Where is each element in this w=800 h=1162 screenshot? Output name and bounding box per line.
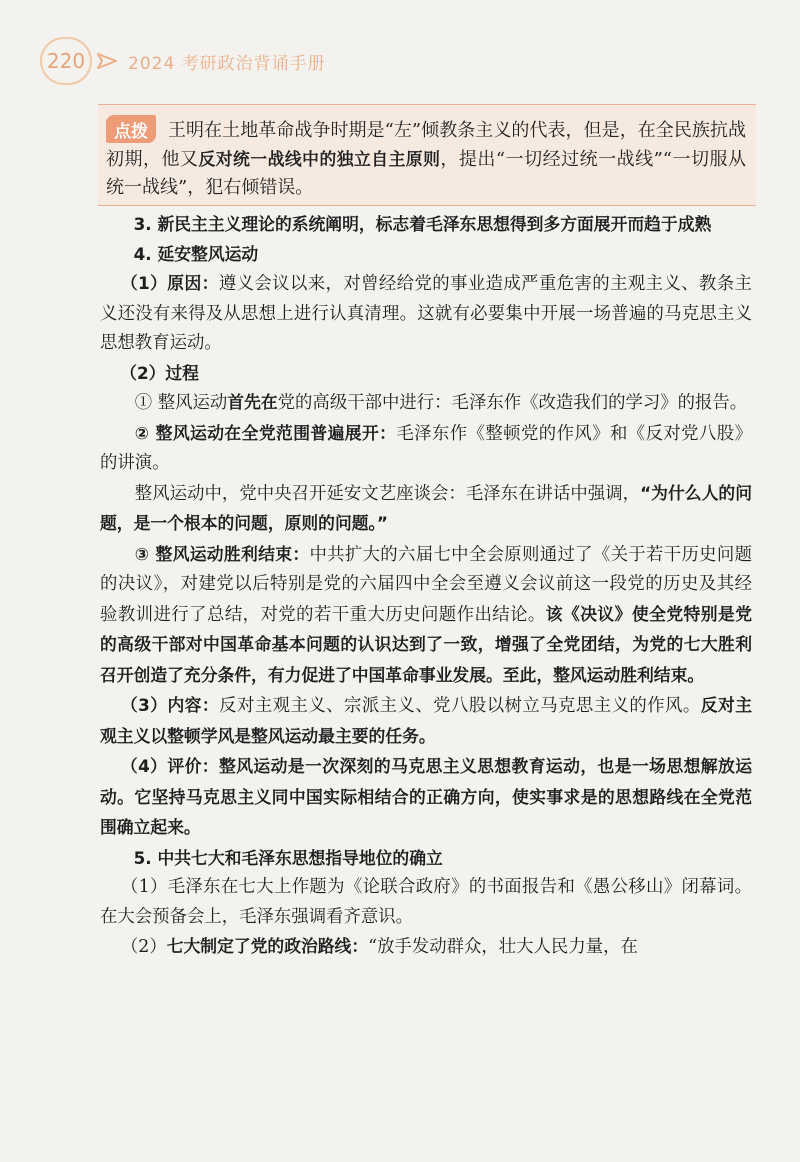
item-3-text: 中共扩大的六届七中全会原则通过了《关于若干历史问题的决议》，对建党以后特别是党的六届四中全会至遵义会议前这一段党的历史及其经验教训进行了总结，对党的若干重大历史问题作出结论。 bbox=[100, 544, 752, 625]
evaluation-bold: 整风运动是一次深刻的马克思主义思想教育运动，也是一场思想解放运动。它坚持马克思主义同中国实际相结合的正确方向，使实事求是的思想路线在全党范围确立起来。 bbox=[100, 756, 752, 837]
paragraph-7th-congress-1: （1）毛泽东在七大上作题为《论联合政府》的书面报告和《愚公移山》闭幕词。在大会预备会上，毛泽东强调看齐意识。 bbox=[100, 877, 752, 927]
item-1-text: 党的高级干部中进行：毛泽东作《改造我们的学习》的报告。 bbox=[277, 393, 748, 413]
q2-bold: 七大制定了党的政治路线： bbox=[166, 936, 369, 956]
item-2b-text: 整风运动中，党中央召开延安文艺座谈会：毛泽东在讲话中强调， bbox=[134, 483, 641, 504]
tip-text-1: 王明在土地革命战争时期是“左”倾教条主义的代表，但是，在全民族抗战初期，他又 bbox=[106, 120, 746, 170]
reason-label: （1）原因： bbox=[120, 273, 219, 293]
section-4-heading: 4. 延安整风运动 bbox=[133, 243, 259, 264]
content-text: 反对主观主义、宗派主义、党八股以树立马克思主义的作风。 bbox=[219, 696, 701, 716]
tip-badge: 点拨 bbox=[106, 115, 156, 143]
reason-text: 遵义会议以来，对曾经给党的事业造成严重危害的主观主义、教条主义还没有来得及从思想上进行认真清理。这就有必要集中开展一场普遍的马克思主义思想教育运动。 bbox=[100, 274, 752, 353]
evaluation-label: （4）评价： bbox=[120, 756, 220, 776]
tip-text-bold: 反对统一战线中的独立自主原则 bbox=[198, 149, 441, 169]
paragraph-reason bbox=[100, 269, 752, 359]
item-3-bold-2: 该《决议》使全党特别是党的高级干部对中国革命基本问题的认识达到了一致，增强了全党团结，为党的七大胜利召开创造了充分条件，有力促进了中国革命事业发展。至此，整风运动胜利结束。 bbox=[100, 603, 752, 685]
main-content bbox=[100, 210, 752, 963]
item-2-text: 毛泽东作《整顿党的作风》和《反对党八股》的讲演。 bbox=[100, 423, 752, 473]
item-1-num: ① 整风运动 bbox=[134, 393, 228, 413]
book-title: 2024 考研政治背诵手册 bbox=[128, 53, 326, 74]
tip-text-2: ，提出“一切经过统一战线”“一切服从统一战线”，犯右倾错误。 bbox=[106, 149, 746, 198]
process-label: （2）过程 bbox=[120, 362, 199, 383]
paper-plane-icon bbox=[96, 50, 118, 72]
q2-text: “放手发动群众，壮大人民力量，在 bbox=[368, 937, 638, 957]
paragraph-7th-congress-2 bbox=[100, 932, 752, 963]
section-5-heading: 5. 中共七大和毛泽东思想指导地位的确立 bbox=[133, 847, 443, 868]
page-header bbox=[40, 38, 326, 84]
item-2b-bold: “为什么人的问题，是一个根本的问题，原则的问题。” bbox=[100, 482, 752, 533]
page-number: 220 bbox=[40, 37, 92, 85]
item-1-bold: 首先在 bbox=[227, 392, 278, 412]
content-label: （3）内容： bbox=[120, 695, 220, 715]
item-3-bold: ③ 整风运动胜利结束： bbox=[134, 543, 310, 564]
process-item-2b bbox=[100, 479, 752, 540]
q2-label: （2） bbox=[120, 937, 167, 957]
section-3-heading: 3. 新民主主义理论的系统阐明，标志着毛泽东思想得到多方面展开而趋于成熟 bbox=[133, 214, 712, 234]
item-2-bold: ② 整风运动在全党范围普遍展开： bbox=[134, 422, 397, 443]
content-bold: 反对主观主义以整顿学风是整风运动最主要的任务。 bbox=[100, 695, 752, 746]
paragraph-content bbox=[100, 691, 752, 752]
process-item-3 bbox=[100, 540, 752, 692]
paragraph-evaluation bbox=[100, 752, 752, 844]
tip-box bbox=[98, 104, 756, 206]
process-item-1 bbox=[100, 388, 752, 419]
tip-text bbox=[106, 117, 746, 202]
process-item-2 bbox=[100, 419, 752, 479]
